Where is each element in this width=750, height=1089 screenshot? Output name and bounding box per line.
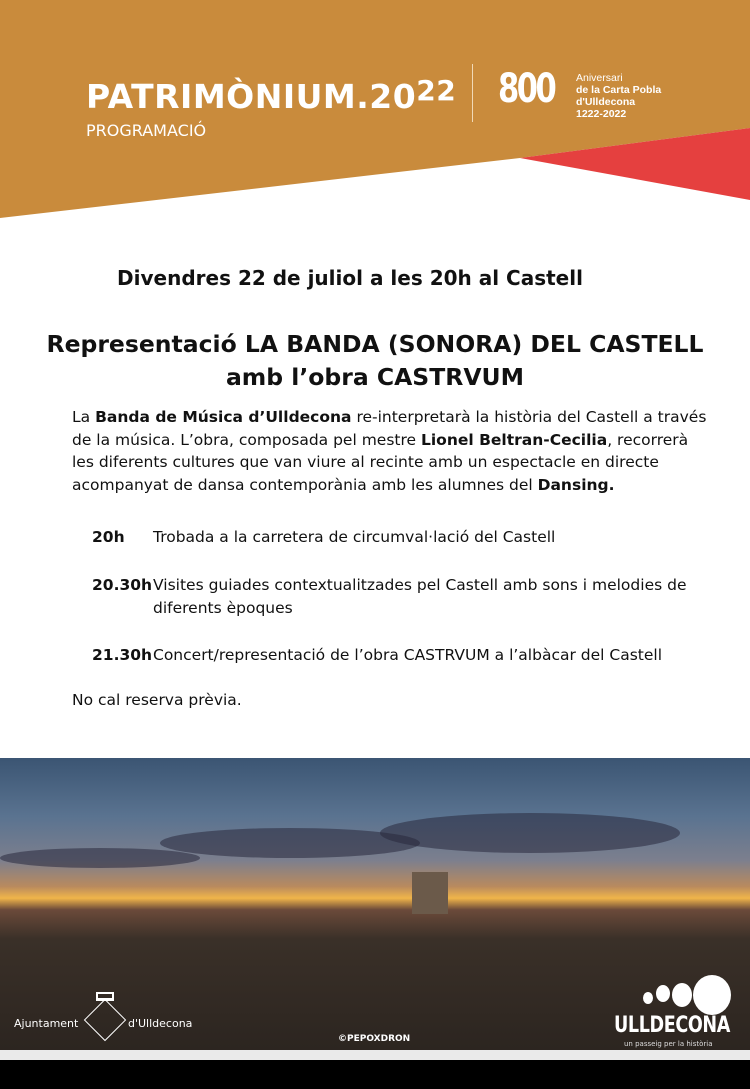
ulldecona-logo-text: ULLDECONA — [614, 1013, 730, 1038]
event-title: Representació LA BANDA (SONORA) DEL CASTELL amb l’obra CASTRVUM — [46, 330, 704, 391]
brand-subtitle: PROGRAMACIÓ — [86, 121, 207, 140]
ulldecona-logo-dot — [656, 985, 670, 1002]
event-description: La Banda de Música d’Ulldecona re-interpretarà la història del Castell a través de la música. L’obra, composada pel mestre Lionel Beltran-Cecilia, recorrerà les diferents cultures que van viure al recinte amb un espectacle en directe acompanyat de dansa contemporània amb les alumnes del Dansing. — [72, 408, 707, 494]
event-date: Divendres 22 de juliol a les 20h al Castell — [117, 266, 583, 290]
ajuntament-label: Ajuntament — [14, 1017, 79, 1030]
photo-credit: ©PEPOXDRON — [338, 1034, 411, 1044]
anniversary-logo: 800 — [498, 66, 555, 112]
brand-title: $PATRIMÒNIUM.20^{22}$ — [86, 74, 457, 116]
bottom-strip — [0, 1050, 750, 1060]
reservation-note: No cal reserva prèvia. — [72, 691, 242, 709]
ulldecona-tagline: un passeig per la història — [624, 1040, 713, 1048]
divider — [472, 64, 473, 122]
ulldecona-logo-dot — [693, 975, 731, 1015]
ulldecona-logo-dot — [672, 983, 692, 1007]
ajuntament-town: d'Ulldecona — [128, 1017, 193, 1030]
bottom-bar — [0, 1060, 750, 1089]
anniversary-text: Aniversari de la Carta Pobla d'Ulldecona 1222-2022 — [576, 72, 662, 120]
ulldecona-logo-dot — [643, 992, 653, 1004]
